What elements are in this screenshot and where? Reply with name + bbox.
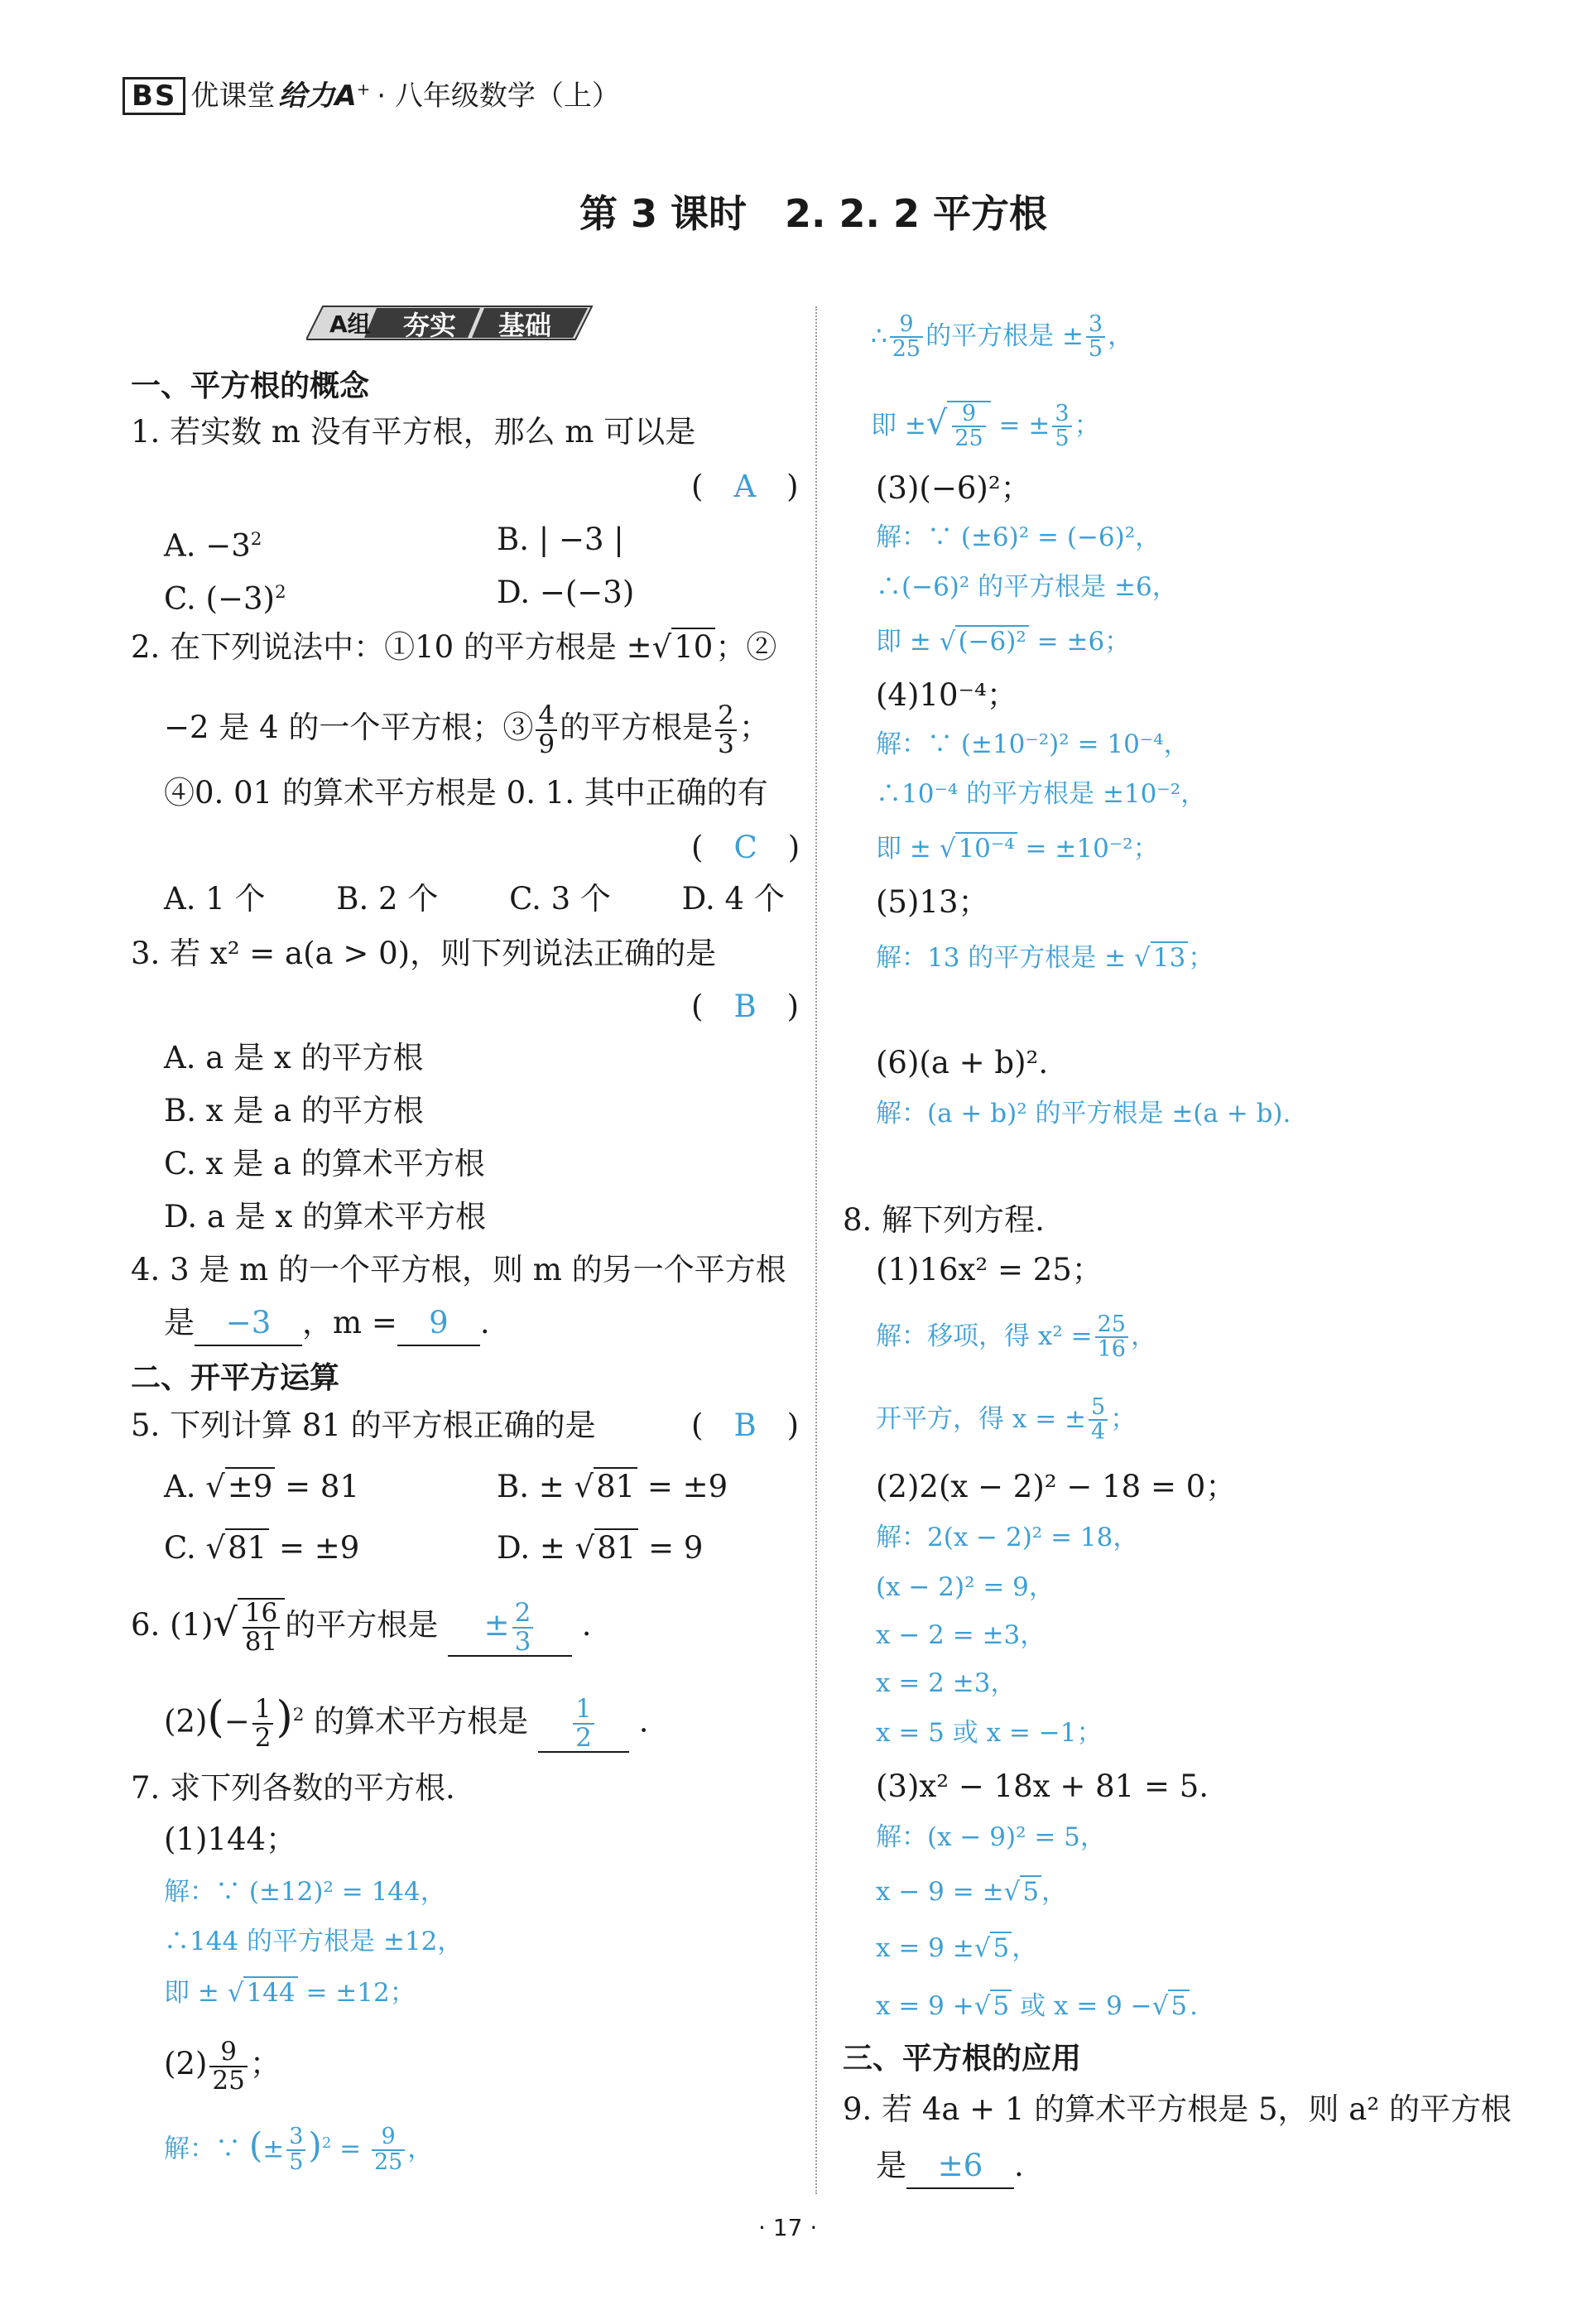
q8-stem: 8. 解下列方程. (843, 1202, 1045, 1238)
q6-part-1: 6. (1)√ $\frac{16}{81}$ 的平方根是 ± $\frac{2}{3}$ . (131, 1598, 592, 1657)
q7-sol-6a: 解：(a + b)² 的平方根是 ±(a + b). (876, 1099, 1291, 1128)
section-heading-1: 一、平方根的概念 (131, 369, 370, 403)
q3-answer: B (733, 989, 757, 1024)
q8-sol-1a: 解：移项，得 x² = $\frac{25}{16}$ ， (876, 1311, 1156, 1363)
brand-sup: + (356, 79, 371, 99)
q1-option-a: A. $-3^2$ (164, 527, 262, 564)
q7-sol-4b: ∴10⁻⁴ 的平方根是 ±10⁻²， (876, 779, 1207, 809)
header-subject: · 八年级数学（上） (377, 79, 620, 113)
section-heading-2: 二、开平方运算 (131, 1361, 340, 1395)
q8-sol-3d: x = 9 +√5 或 x = 9 −√5. (876, 1991, 1199, 2021)
q7-sol-3c: 即 ± √(−6)² = ±6； (876, 627, 1131, 657)
q5-answer-paren: ( B ) (691, 1408, 800, 1443)
series-logo: BS (123, 77, 185, 115)
q7-sol-1b: ∴144 的平方根是 ±12， (164, 1927, 464, 1956)
q8-sol-2b: (x − 2)² = 9， (876, 1572, 1055, 1602)
q2-answer: C (733, 830, 757, 865)
header (123, 73, 620, 115)
q7-part-4: (4)10⁻⁴； (876, 677, 1017, 713)
q7-stem: 7. 求下列各数的平方根. (131, 1770, 455, 1806)
q1-answer-paren: ( A ) (691, 469, 799, 504)
q8-sol-3a: 解：(x − 9)² = 5， (876, 1822, 1106, 1852)
q4-line-1: 4. 3 是 m 的一个平方根，则 m 的另一个平方根 (131, 1252, 786, 1287)
q9-line-2: 是 ±6 . (876, 2144, 1024, 2189)
series-name: 优课堂 (190, 79, 276, 113)
banner-label-1: 夯实 (403, 310, 457, 341)
q5-option-c: C. √81 = ±9 (164, 1530, 360, 1566)
q6-answer-2: $\frac{1}{2}$ (538, 1696, 629, 1753)
q7-sol-3b: ∴(−6)² 的平方根是 ±6， (876, 572, 1178, 602)
q8-sol-2a: 解：2(x − 2)² = 18， (876, 1523, 1139, 1552)
brand-name: 给力A (278, 79, 357, 113)
q8-sol-3b: x − 9 = ±√5， (876, 1877, 1068, 1907)
q8-sol-2e: x = 5 或 x = −1； (876, 1718, 1103, 1748)
q5-option-a: A. √±9 = 81 (164, 1469, 359, 1504)
q9-blank: ±6 (906, 2144, 1014, 2189)
q5-option-b: B. ± √81 = ±9 (497, 1469, 728, 1504)
q7-part-6: (6)(a + b)². (876, 1045, 1049, 1080)
q8-sol-1b: 开平方，得 x = ± $\frac{5}{4}$ ； (876, 1394, 1137, 1446)
page-number: · 17 · (758, 2214, 818, 2241)
q7-part-3: (3)(−6)²； (876, 470, 1031, 506)
q7-part-5: (5)13； (876, 884, 989, 920)
q1-option-b: B. | −3 | (497, 522, 624, 557)
q2-answer-paren: ( C ) (691, 830, 800, 865)
q2-line-3: ④0. 01 的算术平方根是 0. 1. 其中正确的有 (164, 775, 768, 811)
q3-option-b: B. x 是 a 的平方根 (164, 1093, 424, 1128)
q7-sol-1a: 解：∵ (±12)² = 144， (164, 1877, 446, 1907)
q8-sol-3c: x = 9 ±√5， (876, 1933, 1038, 1963)
q9-line-1: 9. 若 4a + 1 的算术平方根是 5，则 a² 的平方根 (843, 2091, 1512, 2127)
q2-line-1: 2. 在下列说法中：①10 的平方根是 ±√10；② (131, 629, 777, 665)
q1-option-d: D. −(−3) (497, 575, 635, 610)
q3-answer-paren: ( B ) (691, 989, 800, 1024)
q5-stem: 5. 下列计算 81 的平方根正确的是 (131, 1408, 596, 1443)
q2-line-2: −2 是 4 的一个平方根；③ $\frac{4}{9}$ 的平方根是 $\frac{2}{3}$ ； (164, 700, 770, 759)
q7-sol-4c: 即 ± √10⁻⁴ = ±10⁻²； (876, 834, 1159, 864)
section-heading-3: 三、平方根的应用 (843, 2042, 1082, 2076)
q7-part-1: (1)144； (164, 1821, 297, 1857)
q3-stem: 3. 若 x² = a(a > 0)，则下列说法正确的是 (131, 936, 717, 971)
q4-blank-1: −3 (195, 1302, 302, 1346)
q2-options: A. 1 个 B. 2 个 C. 3 个 D. 4 个 (164, 881, 785, 917)
q6-part-2: (2)(− $\frac{1}{2}$ )$^2$ 的算术平方根是 $\frac{1}{2}$ . (164, 1692, 649, 1753)
banner-group: A组 (329, 310, 371, 338)
q3-option-d: D. a 是 x 的算术平方根 (164, 1199, 487, 1234)
q8-sol-2c: x − 2 = ±3， (876, 1620, 1046, 1650)
q7-sol-4a: 解：∵ (±10⁻²)² = 10⁻⁴， (876, 729, 1190, 759)
q4-blank-2: 9 (397, 1302, 480, 1346)
q7-sol-2a: 解：∵ (± $\frac{3}{5}$ )$^2$ = $\frac{9}{25}$ ， (164, 2124, 434, 2175)
q7-sol-5a: 解：13 的平方根是 ± √13； (876, 943, 1214, 973)
q7-part-2: (2) $\frac{9}{25}$ ； (164, 2037, 281, 2096)
q4-line-2: 是 −3 ，m = 9 . (164, 1302, 490, 1346)
q8-part-1: (1)16x² = 25； (876, 1252, 1103, 1287)
page-title: 第 3 课时 2. 2. 2 平方根 (579, 191, 1048, 236)
q5-answer: B (733, 1408, 757, 1443)
column-divider (815, 306, 817, 2194)
q1-answer: A (733, 469, 757, 504)
q1-option-c: C. $(-3)^2$ (164, 580, 286, 617)
q7-sol-2b: ∴ $\frac{9}{25}$ 的平方根是 ± $\frac{3}{5}$ ， (871, 311, 1134, 363)
banner-label-2: 基础 (498, 310, 552, 341)
q7-sol-3a: 解：∵ (±6)² = (−6)²， (876, 522, 1161, 552)
q8-part-2: (2)2(x − 2)² − 18 = 0； (876, 1469, 1237, 1504)
q5-option-d: D. ± √81 = 9 (497, 1530, 704, 1566)
q3-option-c: C. x 是 a 的算术平方根 (164, 1146, 485, 1181)
q3-option-a: A. a 是 x 的平方根 (164, 1040, 424, 1076)
q6-answer-1: ± $\frac{2}{3}$ (448, 1600, 572, 1657)
q8-part-3: (3)x² − 18x + 81 = 5. (876, 1768, 1209, 1804)
q7-sol-1c: 即 ± √144 = ±12； (164, 1978, 416, 2008)
q1-stem: 1. 若实数 m 没有平方根，那么 m 可以是 (131, 414, 696, 450)
q7-sol-2c: 即 ±√ $\frac{9}{25}$ = ± $\frac{3}{5}$ ； (871, 401, 1100, 452)
q8-sol-2d: x = 2 ±3， (876, 1668, 1017, 1698)
